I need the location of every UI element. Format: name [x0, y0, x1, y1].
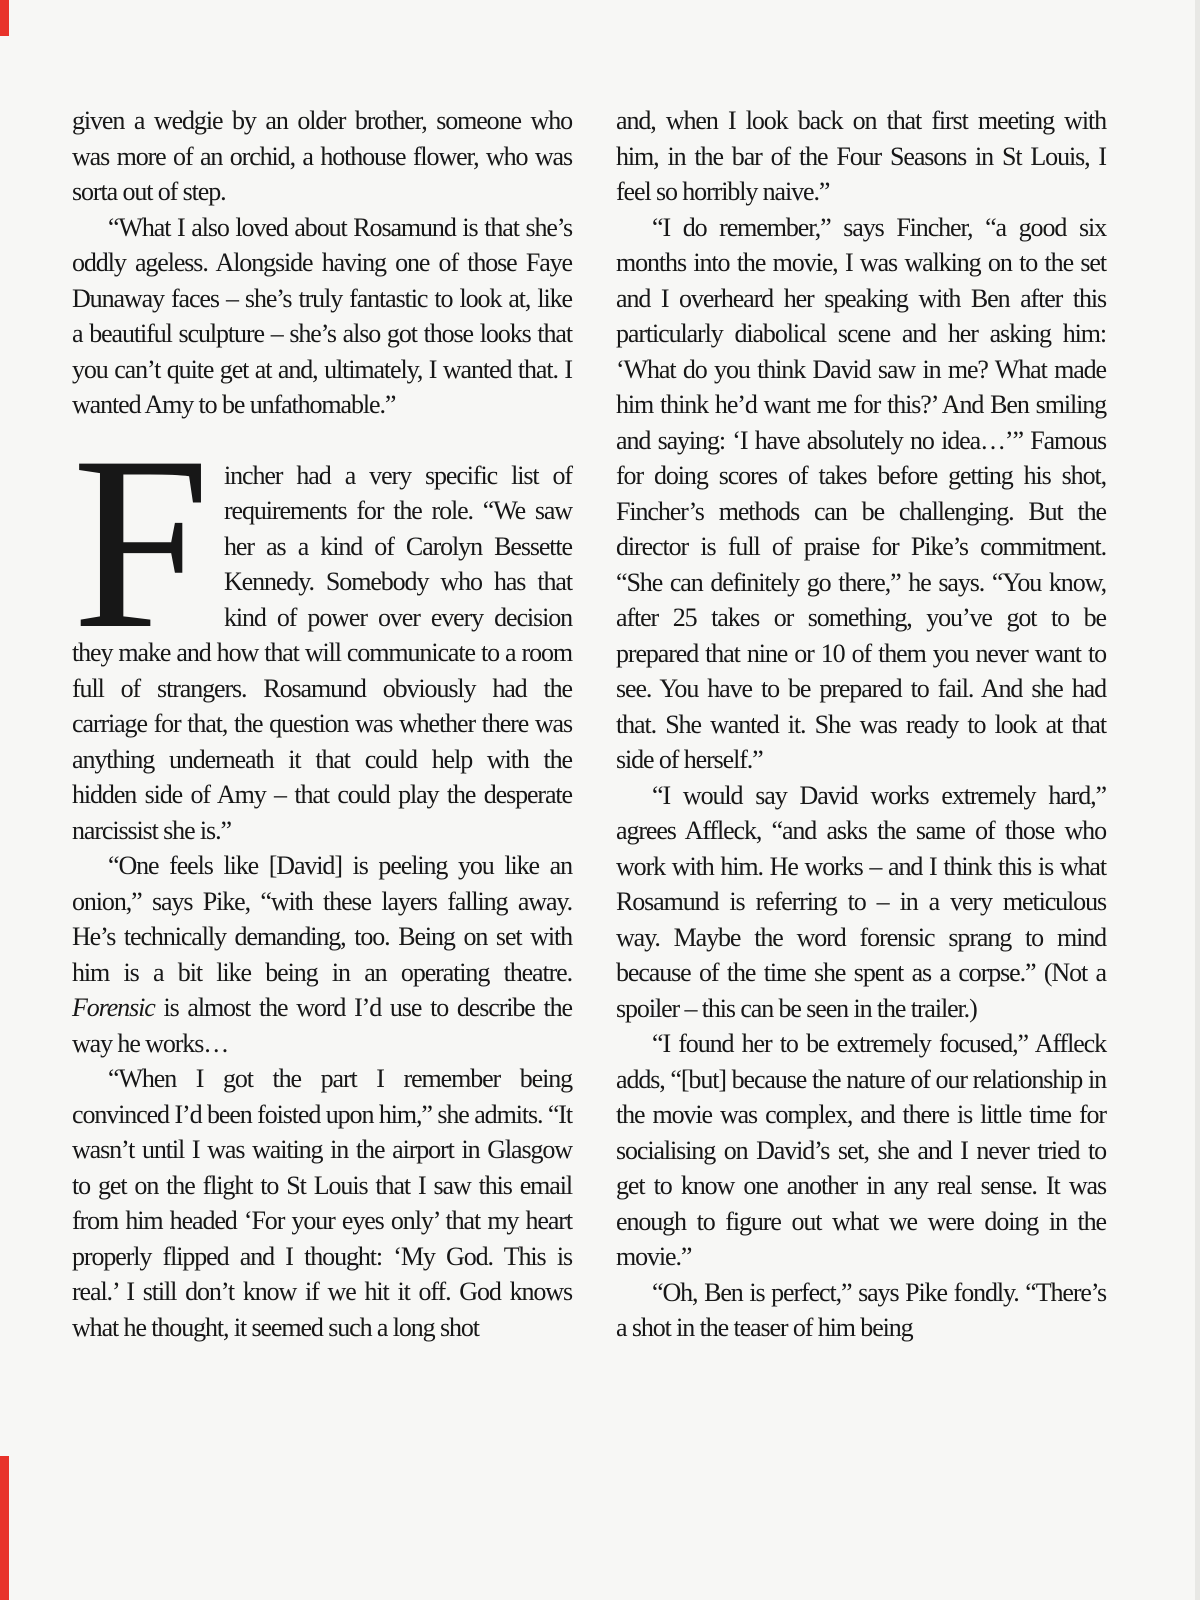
italic-word-forensic: Forensic: [72, 993, 155, 1022]
paragraph-first-meeting: and, when I look back on that first meeting with him, in the bar of the Four Seasons in St Louis, I feel so horribly naive.”: [616, 106, 1106, 206]
paragraph-continuation: given a wedgie by an older brother, someone who was more of an orchid, a hothouse flower, who was sorta out of step.: [72, 106, 572, 206]
page-edge-mark-bottom: [0, 1456, 9, 1600]
right-column: [616, 103, 1106, 1346]
paragraph-segment: is almost the word I’d use to describe the way he works…: [72, 993, 572, 1058]
paragraph-affleck-adds: “I found her to be extremely focused,” Affleck adds, “[but] because the nature of our relationship in the movie was complex, and there is little time for socialising on David’s set, she and I never tried to get to know one another in any real sense. It was enough to figure out what we were doing in the movie.”: [616, 1029, 1106, 1271]
drop-cap-letter-f: F: [72, 404, 210, 680]
paragraph-segment: “One feels like [David] is peeling you like an onion,” says Pike, “with these layers falling away. He’s technically demanding, too. Being on set with him is a bit like being in an operating theatre.: [72, 851, 572, 987]
paragraph-fincher-remembers: “I do remember,” says Fincher, “a good six months into the movie, I was walking on to the set and I overheard her speaking with Ben after this particularly diabolical scene and her asking him: ‘What do you think David saw in me? What made him think he’d want me for this?’ And Ben smiling and saying: ‘I have absolutely no idea…’” Famous for doing scores of takes before getting his shot, Fincher’s methods can be challenging. But the director is full of praise for Pike’s commitment. “She can definitely go there,” he says. “You know, after 25 takes or something, you’ve got to be prepared that nine or 10 of them you never want to see. You have to be prepared to fail. And she had that. She wanted it. She was ready to look at that side of herself.”: [616, 212, 1106, 774]
paragraph-quote-rosamund: “What I also loved about Rosamund is that she’s oddly ageless. Alongside having one of those Faye Dunaway faces – she’s truly fantastic to look at, like a beautiful sculpture – she’s also got those looks that you can’t quite get at and, ultimately, I wanted that. I wanted Amy to be unfathomable.”: [72, 212, 572, 419]
paragraph-got-the-part: “When I got the part I remember being convinced I’d been foisted upon him,” she admits. “It wasn’t until I was waiting in the airport in Glasgow to get on the flight to St Louis that I saw this email from him headed ‘For your eyes only’ that my heart properly flipped and I thought: ‘My God. This is real.’ I still don’t know if we hit it off. God knows what he thought, it seemed such a long shot: [72, 1064, 572, 1342]
left-column: [72, 103, 572, 1345]
paragraph-dropcap-fincher: [72, 404, 572, 849]
paragraph-dropcap-text: incher had a very specific list of requirements for the role. “We saw her as a kind of Carolyn Bessette Kennedy. Somebody who has that kind of power over every decision they make and how that will communicate to a room full of strangers. Rosamund obviously had the carriage for that, the question was whether there was anything underneath it that could help with the hidden side of Amy – that could play the desperate narcissist she is.”: [72, 460, 572, 845]
paragraph-ben-is-perfect: “Oh, Ben is perfect,” says Pike fondly. “There’s a shot in the teaser of him being: [616, 1277, 1106, 1342]
paragraph-affleck-agrees: “I would say David works extremely hard,” agrees Affleck, “and asks the same of those who work with him. He works – and I think this is what Rosamund is referring to – in a very meticulous way. Maybe the word forensic sprang to mind because of the time she spent as a corpse.” (Not a spoiler – this can be seen in the trailer.): [616, 780, 1106, 1023]
page-right-edge-shade: [1195, 0, 1200, 1600]
paragraph-peeling-onion: [72, 848, 572, 1061]
page-edge-mark-top: [0, 0, 9, 36]
